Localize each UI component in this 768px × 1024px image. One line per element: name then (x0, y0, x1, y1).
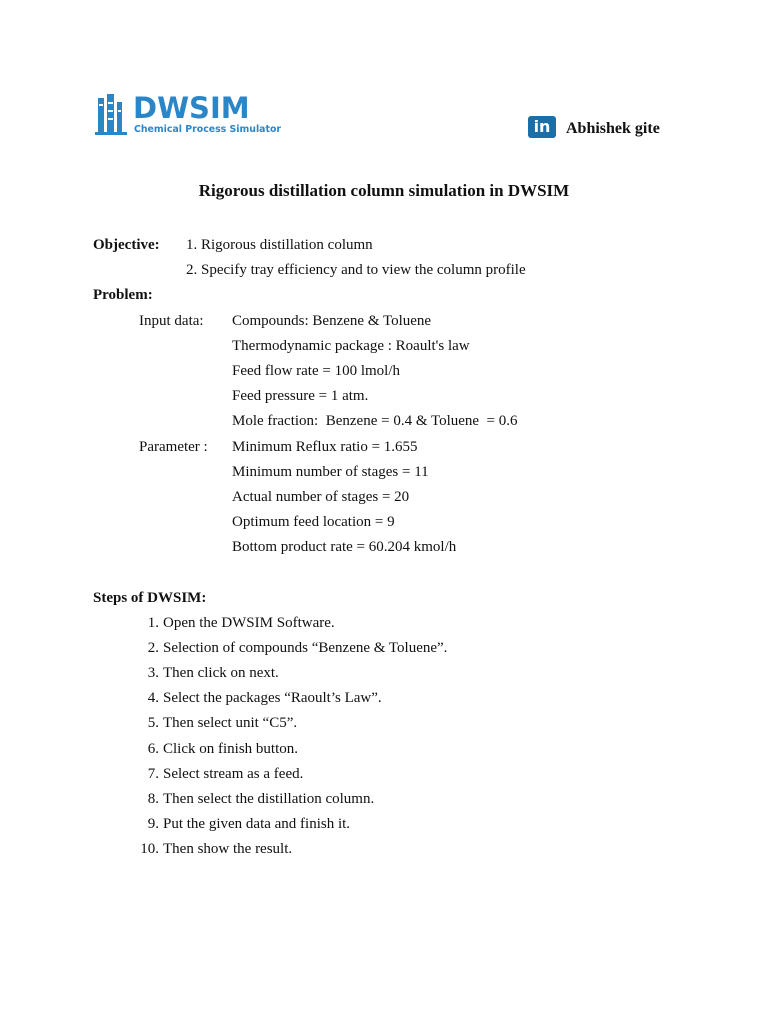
parameter-item: Optimum feed location = 9 (232, 514, 395, 530)
page-title: Rigorous distillation column simulation in DWSIM (198, 181, 570, 200)
parameter-label: Parameter : (139, 439, 208, 455)
step-number: 2. (147, 640, 159, 656)
step-text: Click on finish button. (163, 741, 298, 757)
step-text: Then select the distillation column. (163, 791, 375, 807)
input-item: Compounds: Benzene & Toluene (232, 313, 432, 329)
parameter-item: Bottom product rate = 60.204 kmol/h (232, 539, 457, 555)
step-text: Then click on next. (163, 665, 279, 681)
input-item: Mole fraction: Benzene = 0.4 & Toluene = 0.6 (232, 413, 518, 429)
step-number: 3. (147, 665, 159, 681)
input-item: Thermodynamic package : Roault's law (232, 338, 470, 354)
author-name: Abhishek gite (566, 120, 660, 137)
input-item: Feed flow rate = 100 lmol/h (232, 363, 401, 379)
distillation-tower-icon (95, 92, 131, 138)
logo-word: DWSIM (133, 91, 250, 125)
problem-label: Problem: (93, 287, 153, 303)
step-number: 4. (147, 690, 159, 706)
step-text: Open the DWSIM Software. (163, 615, 335, 631)
step-number: 10. (140, 841, 159, 857)
input-data-label: Input data: (139, 313, 204, 329)
steps-label: Steps of DWSIM: (93, 590, 207, 606)
parameter-item: Actual number of stages = 20 (232, 489, 410, 505)
step-text: Select the packages “Raoult’s Law”. (163, 690, 382, 706)
input-item: Feed pressure = 1 atm. (232, 388, 369, 404)
step-number: 6. (147, 741, 159, 757)
step-text: Select stream as a feed. (163, 766, 304, 782)
step-number: 7. (147, 766, 159, 782)
step-text: Put the given data and finish it. (163, 816, 351, 832)
objective-label: Objective: (93, 237, 160, 253)
step-text: Then select unit “C5”. (163, 715, 298, 731)
step-number: 5. (147, 715, 159, 731)
parameter-item: Minimum Reflux ratio = 1.655 (232, 439, 418, 455)
step-text: Then show the result. (163, 841, 293, 857)
linkedin-icon[interactable]: in (528, 116, 556, 138)
step-number: 9. (147, 816, 159, 832)
step-number: 8. (147, 791, 159, 807)
step-text: Selection of compounds “Benzene & Toluene”. (163, 640, 448, 656)
objective-item: 1. Rigorous distillation column (186, 237, 373, 253)
step-number: 1. (147, 615, 159, 631)
parameter-item: Minimum number of stages = 11 (232, 464, 429, 480)
logo-tagline: Chemical Process Simulator (134, 124, 282, 135)
objective-item: 2. Specify tray efficiency and to view the column profile (186, 262, 526, 278)
dwsim-logo (95, 91, 282, 140)
